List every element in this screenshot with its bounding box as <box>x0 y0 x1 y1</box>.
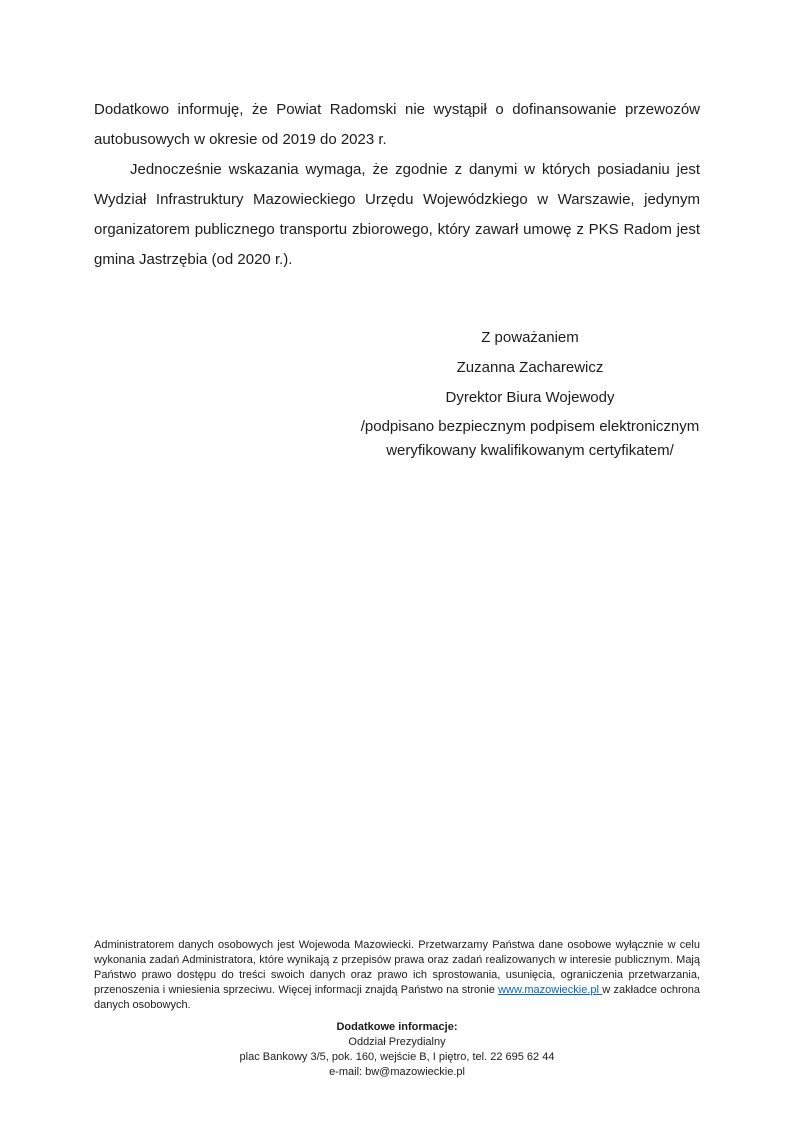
esignature-note-line-2: weryfikowany kwalifikowanym certyfikatem/ <box>386 442 674 459</box>
page-footer <box>94 938 700 1080</box>
department-line: Oddział Prezydialny <box>348 1036 446 1048</box>
gdpr-text-after-link: w zakładce ochrona danych osobowych. <box>94 984 700 1011</box>
letter-body <box>94 95 700 275</box>
body-paragraph-2: Jednocześnie wskazania wymaga, że zgodnie z danymi w których posiadaniu jest Wydział Infrastruktury Mazowieckiego Urzędu Wojewódzkiego w Warszawie, jedynym organizatorem publicznego transportu zbiorowego, który zawarł umowę z PKS Radom jest gmina Jastrzębia (od 2020 r.). <box>94 161 700 268</box>
signature-block <box>350 323 710 463</box>
email-line: e-mail: bw@mazowieckie.pl <box>329 1066 465 1078</box>
signatory-title: Dyrektor Biura Wojewody <box>445 389 615 406</box>
esignature-note <box>350 415 710 463</box>
signatory-name: Zuzanna Zacharewicz <box>456 359 604 376</box>
signature-closing: Z poważaniem <box>481 329 579 346</box>
additional-info-heading: Dodatkowe informacje: <box>336 1021 458 1033</box>
gdpr-notice <box>94 938 700 1013</box>
esignature-note-line-1: /podpisano bezpiecznym podpisem elektronicznym <box>360 418 700 435</box>
mazowieckie-link[interactable]: www.mazowieckie.pl <box>498 984 603 996</box>
address-line: plac Bankowy 3/5, pok. 160, wejście B, I piętro, tel. 22 695 62 44 <box>239 1051 555 1063</box>
gdpr-text-before-link: Administratorem danych osobowych jest Wojewoda Mazowiecki. Przetwarzamy Państwa dane osobowe wyłącznie w celu wykonania zadań Administratora, które wynikają z przepisów prawa oraz zadań realizowanych w interesie publicznym. Mają Państwo prawo dostępu do treści swoich danych oraz prawo ich sprostowania, usunięcia, ograniczenia przetwarzania, przenoszenia i wniesienia sprzeciwu. Więcej informacji znajdą Państwo na stronie <box>94 939 700 996</box>
body-paragraph-1: Dodatkowo informuję, że Powiat Radomski nie wystąpił o dofinansowanie przewozów autobusowych w okresie od 2019 do 2023 r. <box>94 101 700 148</box>
